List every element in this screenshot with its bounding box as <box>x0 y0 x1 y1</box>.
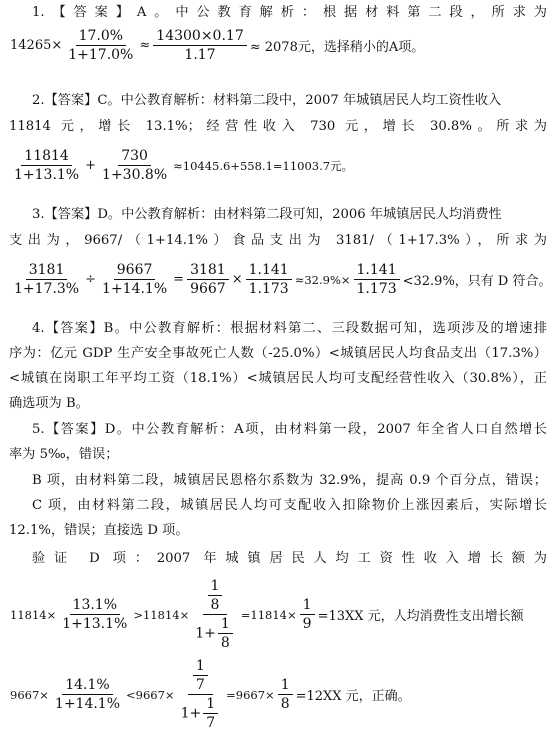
q4-line-1: 4.【答案】B。中公教育解析：根据材料第二、三段数据可知，选项涉及的增速排 <box>32 321 547 336</box>
q2-line-1: 2.【答案】C。中公教育解析：材料第二段中，2007 年城镇居民人均工资性收入 <box>32 93 502 108</box>
q5-e2-compare: <9667× <box>126 687 175 702</box>
q5-e2-s-num: 1 <box>278 677 293 695</box>
q2-fraction-2 <box>99 148 170 183</box>
q2-frac-2-num: 730 <box>118 148 151 166</box>
q3-divide: ÷ <box>85 272 97 287</box>
q5-e2-cf-bot-frac <box>203 696 218 731</box>
q3-frac-2-num: 9667 <box>114 262 156 280</box>
q1-term: 14265× <box>10 38 63 53</box>
q2-result: ≈10445.6+558.1=11003.7元。 <box>173 158 354 173</box>
q5-e2-result: =12XX 元，正确。 <box>295 689 411 704</box>
q1-formula <box>9 28 425 63</box>
q5-line-2: 率为 5‰，错误； <box>9 447 119 462</box>
q5-e1-term: 11814× <box>10 607 57 622</box>
q5-e1-cf-numerator <box>203 578 228 615</box>
q5-e2-cf-top-num: 1 <box>193 658 208 676</box>
q5-e1-cf-bot-den: 8 <box>220 635 230 651</box>
q1-heading: 1.【答案】A。中公教育解析：根据材料第二段，所求为 <box>32 5 547 20</box>
q5-e1-cf-top-num: 1 <box>208 578 223 596</box>
q5-e2-cf-bot-term: 1+ <box>180 705 202 722</box>
q5-e2-complex-fraction <box>178 658 224 731</box>
q3-frac-5-num: 1.141 <box>354 262 400 280</box>
q5-e1-equals: =11814× <box>240 607 297 622</box>
q4-line-4: 确选项为 B。 <box>9 396 89 411</box>
q3-result: <32.9%，只有 D 符合。 <box>402 274 552 289</box>
q5-e1-simple-fraction <box>300 597 315 632</box>
q2-formula <box>9 148 354 183</box>
q3-line-2: 支出为，9667/（1+14.1%）食品支出为 3181/（1+17.3%），所求为 <box>9 233 547 248</box>
q5-e1-compare: >11814× <box>133 607 190 622</box>
q5-e2-cf-top-den: 7 <box>195 677 205 693</box>
q5-e2-frac-num: 14.1% <box>62 677 112 695</box>
q3-fraction-3 <box>187 262 229 297</box>
q3-times: × <box>231 272 243 287</box>
q1-frac-b-num: 14300×0.17 <box>153 28 246 46</box>
q5-e2-cf-bot-den: 7 <box>206 715 216 731</box>
q5-e1-s-den: 9 <box>302 616 312 632</box>
q5-e1-cf-denominator <box>192 615 238 651</box>
q5-e2-cf-denominator <box>178 695 224 731</box>
q3-approx: ≈32.9%× <box>294 272 351 287</box>
q3-frac-1-num: 3181 <box>26 262 68 280</box>
q3-formula <box>9 262 553 297</box>
q2-line-2: 11814 元，增长 13.1%；经营性收入 730 元，增长 30.8%。所求为 <box>9 119 547 134</box>
q3-frac-4-num: 1.141 <box>246 262 292 280</box>
q3-frac-5-den: 1.173 <box>356 281 397 297</box>
q3-fraction-4 <box>246 262 292 297</box>
q5-e2-cf-numerator <box>188 658 213 695</box>
q3-equals: = <box>173 272 185 287</box>
q1-fraction-a <box>65 28 136 63</box>
q4-line-3: <城镇在岗职工年平均工资（18.1%）<城镇居民人均可支配经营性收入（30.8%），正 <box>9 371 547 386</box>
q5-e2-cf-bot-num: 1 <box>203 696 218 714</box>
q2-frac-2-den: 1+30.8% <box>102 167 168 183</box>
q5-e2-s-den: 8 <box>280 696 290 712</box>
q5-e1-s-num: 1 <box>300 597 315 615</box>
q5-line-6: 验证 D 项：2007 年城镇居民人均工资性收入增长额为 <box>32 551 547 566</box>
q3-line-1: 3.【答案】D。中公教育解析：由材料第二段可知，2006 年城镇居民人均消费性 <box>32 207 502 222</box>
q5-e1-cf-top-den: 8 <box>210 597 220 613</box>
q3-frac-1-den: 1+17.3% <box>14 281 80 297</box>
q5-e1-cf-top-frac <box>208 578 223 613</box>
q2-plus: + <box>85 158 97 173</box>
q1-fraction-b <box>153 28 246 63</box>
q3-frac-3-num: 3181 <box>187 262 229 280</box>
q5-line-1: 5.【答案】D。中公教育解析：A项，由材料第一段，2007 年全省人口自然增长 <box>32 422 547 437</box>
q5-e1-cf-bot-num: 1 <box>218 616 233 634</box>
q5-e1-cf-bot-frac <box>218 616 233 651</box>
q5-e2-term: 9667× <box>10 687 49 702</box>
q3-frac-3-den: 9667 <box>190 281 226 297</box>
q1-approx: ≈ <box>139 38 151 53</box>
q2-frac-1-num: 11814 <box>21 148 72 166</box>
q3-fraction-5 <box>354 262 400 297</box>
q3-frac-4-den: 1.173 <box>248 281 289 297</box>
q5-equation-2 <box>9 658 412 731</box>
q5-e2-fraction <box>52 677 123 712</box>
q1-frac-a-num: 17.0% <box>76 28 126 46</box>
q1-result: ≈ 2078元，选择稍小的A项。 <box>249 40 425 55</box>
q5-e2-cf-top-frac <box>193 658 208 693</box>
q5-e1-cf-bot-term: 1+ <box>195 625 216 642</box>
q5-e1-frac-den: 1+13.1% <box>62 616 128 632</box>
q5-e2-simple-fraction <box>278 677 293 712</box>
q2-frac-1-den: 1+13.1% <box>14 167 80 183</box>
q5-line-3: B 项，由材料第二段，城镇居民恩格尔系数为 32.9%，提高 0.9 个百分点，错误； <box>32 473 547 488</box>
q3-fraction-2 <box>99 262 170 297</box>
q5-e2-equals: =9667× <box>226 687 275 702</box>
q5-e1-complex-fraction <box>192 578 238 651</box>
q5-line-5: 12.1%，错误；直接选 D 项。 <box>9 523 189 538</box>
q5-line-4: C 项，由材料第二段，城镇居民人均可支配收入扣除物价上涨因素后，实际增长 <box>32 498 547 513</box>
q1-frac-a-den: 1+17.0% <box>68 47 134 63</box>
q4-line-2: 序为：亿元 GDP 生产安全事故死亡人数（-25.0%）<城镇居民人均食品支出（17.3%） <box>9 346 547 361</box>
q1-frac-b-den: 1.17 <box>184 47 216 63</box>
q2-fraction-1 <box>11 148 82 183</box>
q5-e1-fraction <box>59 597 130 632</box>
q5-e2-frac-den: 1+14.1% <box>54 696 121 712</box>
q5-e1-result: =13XX 元，人均消费性支出增长额 <box>317 609 524 624</box>
q3-frac-2-den: 1+14.1% <box>102 281 168 297</box>
q3-fraction-1 <box>11 262 82 297</box>
q5-equation-1 <box>9 578 525 651</box>
q5-e1-frac-num: 13.1% <box>70 597 120 615</box>
